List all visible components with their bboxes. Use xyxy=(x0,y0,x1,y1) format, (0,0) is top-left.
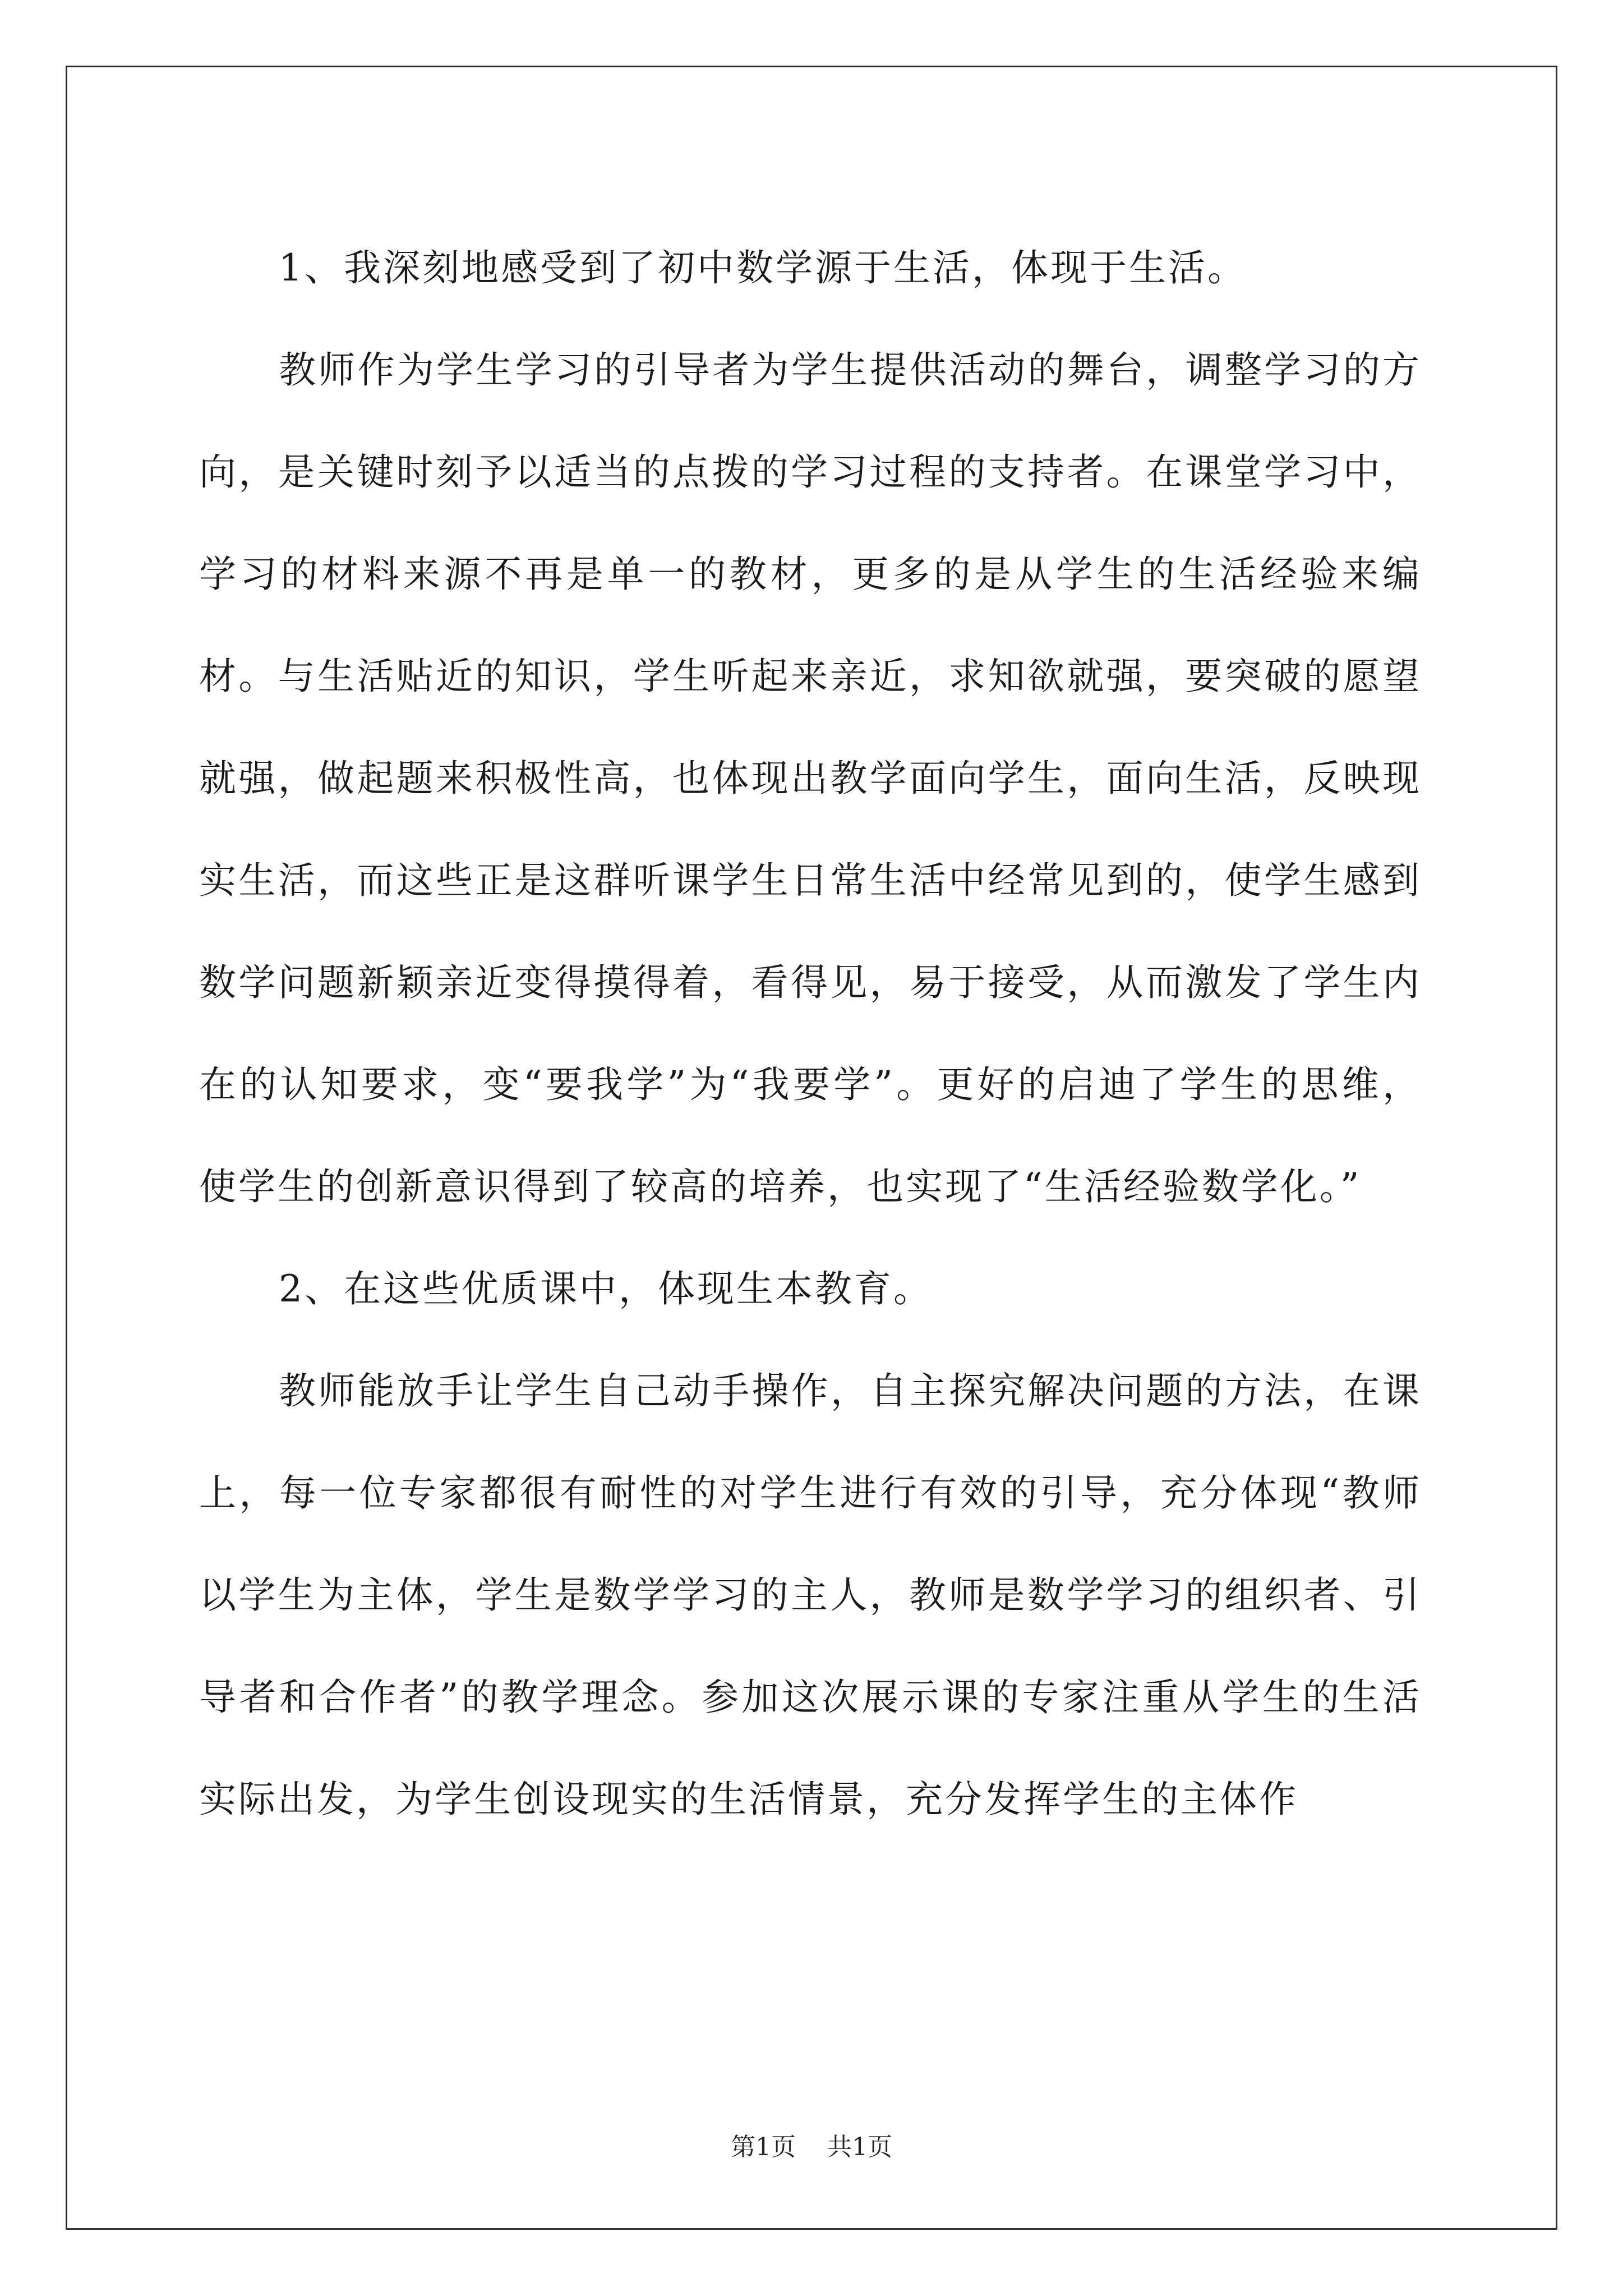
paragraph-2: 教师作为学生学习的引导者为学生提供活动的舞台，调整学习的方向，是关键时刻予以适当的点拨的学习过程的支持者。在课堂学习中，学习的材料来源不再是单一的教材，更多的是从学生的生活经验来编材。与生活贴近的知识，学生听起来亲近，求知欲就强，要突破的愿望就强，做起题来积极性高，也体现出教学面向学生，面向生活，反映现实生活，而这些正是这群听课学生日常生活中经常见到的，使学生感到数学问题新颖亲近变得摸得着，看得见，易于接受，从而激发了学生内在的认知要求，变“要我学”为“我要学”。更好的启迪了学生的思维，使学生的创新意识得到了较高的培养，也实现了“生活经验数学化。” xyxy=(199,348,1422,1208)
page-total: 共1页 xyxy=(827,2133,892,2161)
paragraph-4: 教师能放手让学生自己动手操作，自主探究解决问题的方法，在课上，每一位专家都很有耐性的对学生进行有效的引导，充分体现“教师以学生为主体，学生是数学学习的主人，教师是数学学习的组织者、引导者和合作者”的教学理念。参加这次展示课的专家注重从学生的生活实际出发，为学生创设现实的生活情景，充分发挥学生的主体作 xyxy=(199,1369,1422,1821)
paragraph-3: 2、在这些优质课中，体现生本教育。 xyxy=(279,1267,933,1310)
document-body xyxy=(199,217,1422,1851)
paragraph-1: 1、我深刻地感受到了初中数学源于生活，体现于生活。 xyxy=(279,246,1247,289)
page-footer xyxy=(0,2131,1623,2164)
page-number: 第1页 xyxy=(731,2133,796,2161)
